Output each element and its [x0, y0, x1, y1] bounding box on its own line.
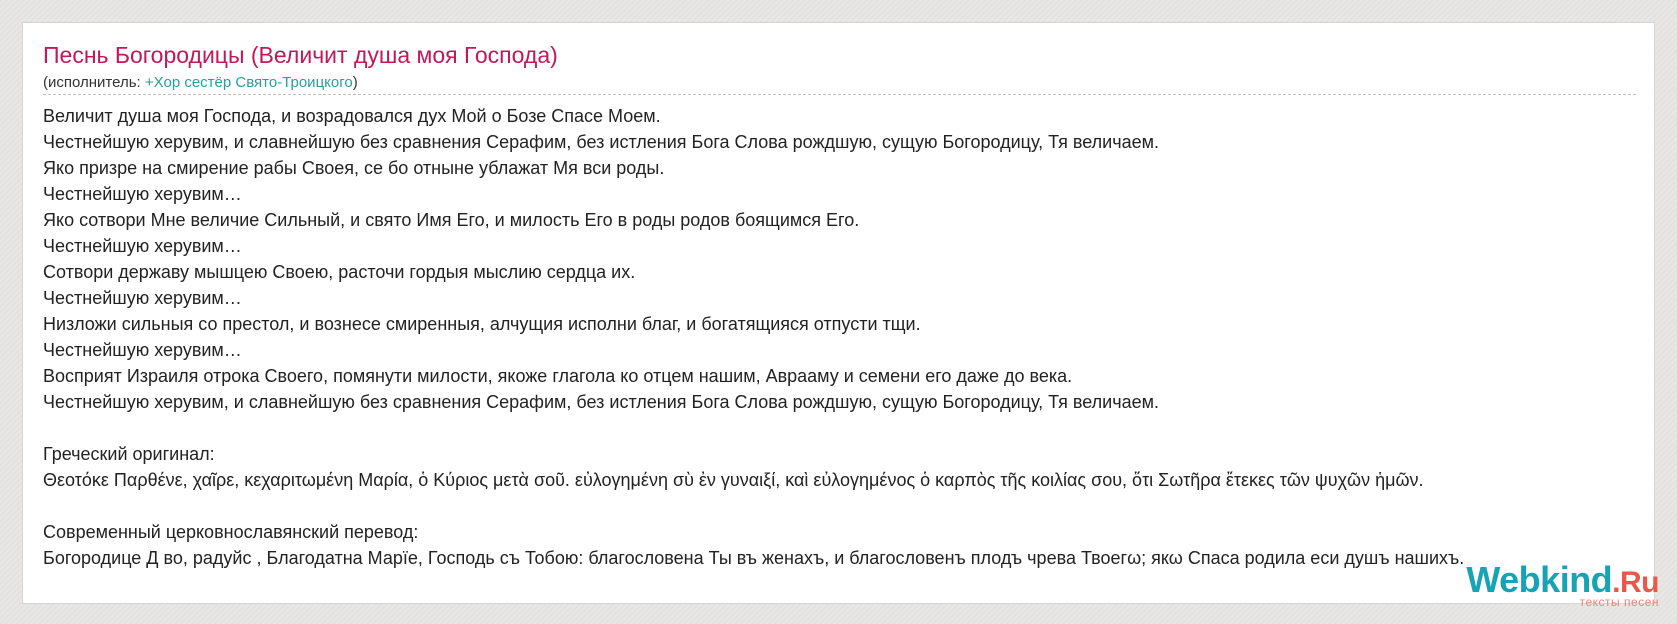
lyrics-line: Честнейшую херувим, и славнейшую без сравнения Серафим, без истления Бога Слова рождшую, сущую Богородицу, Тя величаем.: [43, 132, 1159, 152]
performer-line: [43, 74, 358, 91]
page-title: Песнь Богородицы (Величит душа моя Господа): [43, 42, 558, 68]
lyrics-line: Яко сотвори Мне величие Сильный, и свято Имя Его, и милость Его в роды родов боящимся Его.: [43, 210, 860, 230]
title-divider: [43, 94, 1636, 95]
logo-tagline: тексты песен: [1579, 595, 1659, 609]
lyrics-line: Восприят Израиля отрока Своего, помянути милости, якоже глагола ко отцем нашим, Аврааму и семени его даже до века.: [43, 366, 1073, 386]
site-logo[interactable]: [1466, 559, 1659, 609]
logo-brand: Webkind: [1466, 559, 1613, 600]
greek-heading: Греческий оригинал:: [43, 444, 215, 464]
performer-link[interactable]: +Хор сестёр Свято-Троицкого: [144, 74, 353, 91]
lyrics-line: Честнейшую херувим…: [43, 288, 242, 308]
blank-line: [43, 415, 1663, 441]
logo-domain: .Ru: [1612, 566, 1659, 599]
lyrics-line: Честнейшую херувим…: [43, 236, 242, 256]
performer-suffix: ): [352, 74, 358, 91]
lyrics-line: Величит душа моя Господа, и возрадовался дух Мой о Бозе Спасе Моем.: [43, 106, 661, 126]
slavonic-heading: Современный церковнославянский перевод:: [43, 522, 419, 542]
lyrics-line: Сотвори державу мышцею Своею, расточи гордыя мыслию сердца их.: [43, 262, 636, 282]
greek-text: Θεοτόκε Παρθένε, χαῖρε, κεχαριτωμένη Μαρία, ὁ Κύριος μετὰ σοῦ. εὐλογημένη σὺ ἐν γυναιξί, καὶ εὐλογημένος ὁ καρπὸς τῆς κοιλίας σου, ὅτι Σωτῆρα ἔτεκες τῶν ψυχῶν ἡμῶν.: [43, 470, 1424, 490]
lyrics-line: Яко призре на смирение рабы Своея, се бо отныне ублажат Мя вси роды.: [43, 158, 665, 178]
lyrics-line: Честнейшую херувим…: [43, 184, 242, 204]
blank-line: [43, 493, 1663, 519]
lyrics-line: Низложи сильныя со престол, и вознесе смиренныя, алчущия исполни благ, и богатящияся отпусти тщи.: [43, 314, 921, 334]
lyrics-line: Честнейшую херувим, и славнейшую без сравнения Серафим, без истления Бога Слова рождшую, сущую Богородицу, Тя величаем.: [43, 392, 1159, 412]
performer-prefix: (исполнитель:: [43, 74, 145, 91]
slavonic-text: Богородице Д во, радуйс , Благодатна Марïе, Господь съ Тобою: благословена Ты въ женахъ, и благословенъ плодъ чрева Твоегω; якω Спаса родила еси душъ нашихъ.: [43, 548, 1465, 568]
lyrics-text: [43, 103, 1663, 571]
lyrics-card: [22, 22, 1655, 604]
lyrics-line: Честнейшую херувим…: [43, 340, 242, 360]
